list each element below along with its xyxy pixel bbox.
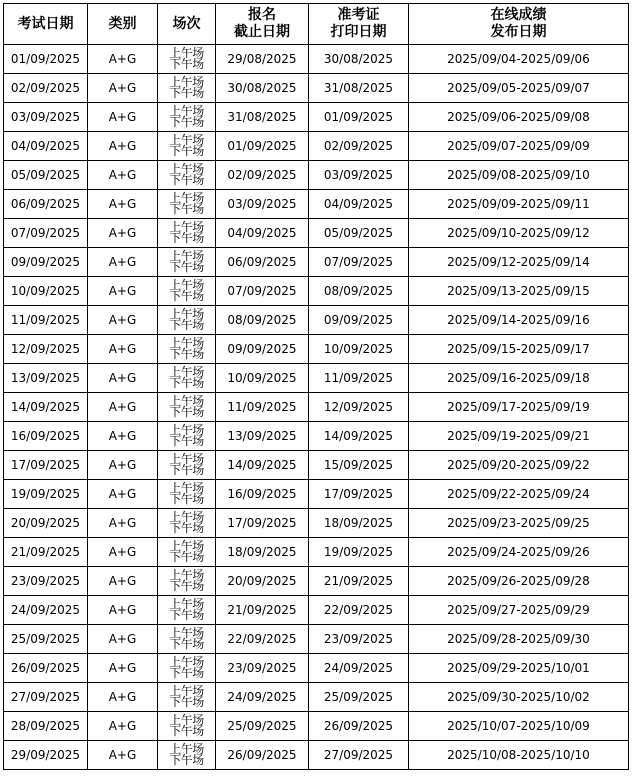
session-morning: 上午场 — [169, 220, 204, 234]
session-cell — [158, 538, 216, 567]
table-row — [4, 625, 629, 654]
session-morning: 上午场 — [169, 684, 204, 698]
session-cell — [158, 161, 216, 190]
table-row — [4, 306, 629, 335]
registration-deadline-cell: 18/09/2025 — [216, 538, 309, 567]
registration-deadline-cell: 08/09/2025 — [216, 306, 309, 335]
session-cell — [158, 451, 216, 480]
session-cell — [158, 741, 216, 770]
registration-deadline-cell: 31/08/2025 — [216, 103, 309, 132]
table-row — [4, 103, 629, 132]
results-release-cell: 2025/09/16-2025/09/18 — [409, 364, 629, 393]
exam-date-cell: 14/09/2025 — [4, 393, 88, 422]
table-row — [4, 422, 629, 451]
registration-deadline-cell: 06/09/2025 — [216, 248, 309, 277]
table-row — [4, 132, 629, 161]
results-release-cell: 2025/09/19-2025/09/21 — [409, 422, 629, 451]
session-morning: 上午场 — [169, 75, 204, 89]
results-release-cell: 2025/09/12-2025/09/14 — [409, 248, 629, 277]
exam-date-cell: 27/09/2025 — [4, 683, 88, 712]
admission-print-date-cell: 22/09/2025 — [309, 596, 409, 625]
session-afternoon: 下午场 — [169, 463, 204, 477]
session-afternoon: 下午场 — [169, 260, 204, 274]
results-release-cell: 2025/09/30-2025/10/02 — [409, 683, 629, 712]
exam-date-cell: 04/09/2025 — [4, 132, 88, 161]
header-registration-deadline-line2: 截止日期 — [234, 24, 290, 40]
exam-date-cell: 26/09/2025 — [4, 654, 88, 683]
exam-date-cell: 05/09/2025 — [4, 161, 88, 190]
table-row — [4, 190, 629, 219]
registration-deadline-cell: 22/09/2025 — [216, 625, 309, 654]
admission-print-date-cell: 21/09/2025 — [309, 567, 409, 596]
results-release-cell: 2025/09/08-2025/09/10 — [409, 161, 629, 190]
table-row — [4, 509, 629, 538]
admission-print-date-cell: 01/09/2025 — [309, 103, 409, 132]
exam-date-cell: 19/09/2025 — [4, 480, 88, 509]
category-cell: A+G — [88, 364, 158, 393]
exam-date-cell: 13/09/2025 — [4, 364, 88, 393]
table-row — [4, 393, 629, 422]
header-row — [4, 4, 629, 45]
exam-date-cell: 25/09/2025 — [4, 625, 88, 654]
session-morning: 上午场 — [169, 597, 204, 611]
registration-deadline-cell: 09/09/2025 — [216, 335, 309, 364]
table-row — [4, 451, 629, 480]
session-cell — [158, 277, 216, 306]
registration-deadline-cell: 07/09/2025 — [216, 277, 309, 306]
session-cell — [158, 480, 216, 509]
admission-print-date-cell: 30/08/2025 — [309, 45, 409, 74]
admission-print-date-cell: 02/09/2025 — [309, 132, 409, 161]
session-afternoon: 下午场 — [169, 695, 204, 709]
results-release-cell: 2025/09/23-2025/09/25 — [409, 509, 629, 538]
session-afternoon: 下午场 — [169, 289, 204, 303]
results-release-cell: 2025/09/28-2025/09/30 — [409, 625, 629, 654]
registration-deadline-cell: 17/09/2025 — [216, 509, 309, 538]
session-morning: 上午场 — [169, 162, 204, 176]
category-cell: A+G — [88, 625, 158, 654]
session-morning: 上午场 — [169, 568, 204, 582]
results-release-cell: 2025/09/13-2025/09/15 — [409, 277, 629, 306]
admission-print-date-cell: 14/09/2025 — [309, 422, 409, 451]
session-afternoon: 下午场 — [169, 521, 204, 535]
session-morning: 上午场 — [169, 336, 204, 350]
session-morning: 上午场 — [169, 510, 204, 524]
exam-date-cell: 10/09/2025 — [4, 277, 88, 306]
category-cell: A+G — [88, 509, 158, 538]
registration-deadline-cell: 26/09/2025 — [216, 741, 309, 770]
session-morning: 上午场 — [169, 655, 204, 669]
admission-print-date-cell: 09/09/2025 — [309, 306, 409, 335]
results-release-cell: 2025/09/09-2025/09/11 — [409, 190, 629, 219]
results-release-cell: 2025/09/14-2025/09/16 — [409, 306, 629, 335]
registration-deadline-cell: 03/09/2025 — [216, 190, 309, 219]
registration-deadline-cell: 01/09/2025 — [216, 132, 309, 161]
exam-date-cell: 28/09/2025 — [4, 712, 88, 741]
session-afternoon: 下午场 — [169, 637, 204, 651]
registration-deadline-cell: 13/09/2025 — [216, 422, 309, 451]
table-row — [4, 654, 629, 683]
session-afternoon: 下午场 — [169, 173, 204, 187]
session-afternoon: 下午场 — [169, 405, 204, 419]
session-afternoon: 下午场 — [169, 202, 204, 216]
category-cell: A+G — [88, 567, 158, 596]
session-cell — [158, 219, 216, 248]
session-morning: 上午场 — [169, 452, 204, 466]
exam-date-cell: 07/09/2025 — [4, 219, 88, 248]
admission-print-date-cell: 27/09/2025 — [309, 741, 409, 770]
session-morning: 上午场 — [169, 626, 204, 640]
table-row — [4, 741, 629, 770]
session-cell — [158, 103, 216, 132]
registration-deadline-cell: 21/09/2025 — [216, 596, 309, 625]
session-cell — [158, 74, 216, 103]
session-cell — [158, 393, 216, 422]
admission-print-date-cell: 08/09/2025 — [309, 277, 409, 306]
admission-print-date-cell: 18/09/2025 — [309, 509, 409, 538]
session-morning: 上午场 — [169, 365, 204, 379]
table-row — [4, 538, 629, 567]
results-release-cell: 2025/09/05-2025/09/07 — [409, 74, 629, 103]
results-release-cell: 2025/09/22-2025/09/24 — [409, 480, 629, 509]
session-cell — [158, 190, 216, 219]
admission-print-date-cell: 05/09/2025 — [309, 219, 409, 248]
session-afternoon: 下午场 — [169, 144, 204, 158]
results-release-cell: 2025/09/24-2025/09/26 — [409, 538, 629, 567]
session-afternoon: 下午场 — [169, 550, 204, 564]
admission-print-date-cell: 11/09/2025 — [309, 364, 409, 393]
table-row — [4, 596, 629, 625]
results-release-cell: 2025/09/26-2025/09/28 — [409, 567, 629, 596]
exam-date-cell: 06/09/2025 — [4, 190, 88, 219]
category-cell: A+G — [88, 103, 158, 132]
session-afternoon: 下午场 — [169, 86, 204, 100]
results-release-cell: 2025/09/04-2025/09/06 — [409, 45, 629, 74]
category-cell: A+G — [88, 45, 158, 74]
table-row — [4, 480, 629, 509]
session-cell — [158, 364, 216, 393]
session-afternoon: 下午场 — [169, 57, 204, 71]
session-morning: 上午场 — [169, 394, 204, 408]
category-cell: A+G — [88, 306, 158, 335]
results-release-cell: 2025/09/06-2025/09/08 — [409, 103, 629, 132]
admission-print-date-cell: 31/08/2025 — [309, 74, 409, 103]
session-afternoon: 下午场 — [169, 579, 204, 593]
session-morning: 上午场 — [169, 481, 204, 495]
registration-deadline-cell: 14/09/2025 — [216, 451, 309, 480]
category-cell: A+G — [88, 335, 158, 364]
category-cell: A+G — [88, 683, 158, 712]
header-registration-deadline — [216, 4, 309, 45]
header-admission-ticket-line2: 打印日期 — [330, 24, 387, 40]
session-cell — [158, 712, 216, 741]
session-afternoon: 下午场 — [169, 318, 204, 332]
registration-deadline-cell: 11/09/2025 — [216, 393, 309, 422]
category-cell: A+G — [88, 393, 158, 422]
session-afternoon: 下午场 — [169, 608, 204, 622]
session-afternoon: 下午场 — [169, 434, 204, 448]
table-row — [4, 45, 629, 74]
exam-date-cell: 01/09/2025 — [4, 45, 88, 74]
registration-deadline-cell: 16/09/2025 — [216, 480, 309, 509]
session-cell — [158, 335, 216, 364]
table-row — [4, 74, 629, 103]
exam-date-cell: 20/09/2025 — [4, 509, 88, 538]
session-afternoon: 下午场 — [169, 115, 204, 129]
registration-deadline-cell: 23/09/2025 — [216, 654, 309, 683]
session-afternoon: 下午场 — [169, 376, 204, 390]
table-row — [4, 335, 629, 364]
registration-deadline-cell: 02/09/2025 — [216, 161, 309, 190]
admission-print-date-cell: 12/09/2025 — [309, 393, 409, 422]
schedule-rows — [4, 45, 629, 770]
session-afternoon: 下午场 — [169, 666, 204, 680]
admission-print-date-cell: 26/09/2025 — [309, 712, 409, 741]
session-cell — [158, 567, 216, 596]
registration-deadline-cell: 04/09/2025 — [216, 219, 309, 248]
category-cell: A+G — [88, 596, 158, 625]
session-morning: 上午场 — [169, 307, 204, 321]
header-results-release-line1: 在线成绩 — [490, 7, 547, 23]
category-cell: A+G — [88, 654, 158, 683]
session-cell — [158, 683, 216, 712]
exam-date-cell: 29/09/2025 — [4, 741, 88, 770]
session-morning: 上午场 — [169, 423, 204, 437]
session-cell — [158, 45, 216, 74]
table-row — [4, 683, 629, 712]
results-release-cell: 2025/09/07-2025/09/09 — [409, 132, 629, 161]
admission-print-date-cell: 15/09/2025 — [309, 451, 409, 480]
session-cell — [158, 132, 216, 161]
admission-print-date-cell: 07/09/2025 — [309, 248, 409, 277]
session-morning: 上午场 — [169, 742, 204, 756]
registration-deadline-cell: 24/09/2025 — [216, 683, 309, 712]
header-results-release-line2: 发布日期 — [490, 24, 547, 40]
session-morning: 上午场 — [169, 133, 204, 147]
header-session: 场次 — [158, 4, 216, 45]
results-release-cell: 2025/09/10-2025/09/12 — [409, 219, 629, 248]
header-exam-date: 考试日期 — [4, 4, 88, 45]
session-morning: 上午场 — [169, 249, 204, 263]
session-afternoon: 下午场 — [169, 492, 204, 506]
registration-deadline-cell: 30/08/2025 — [216, 74, 309, 103]
exam-date-cell: 16/09/2025 — [4, 422, 88, 451]
session-cell — [158, 248, 216, 277]
admission-print-date-cell: 25/09/2025 — [309, 683, 409, 712]
header-admission-ticket-line1: 准考证 — [337, 7, 380, 23]
session-cell — [158, 625, 216, 654]
results-release-cell: 2025/09/29-2025/10/01 — [409, 654, 629, 683]
table-row — [4, 248, 629, 277]
exam-date-cell: 12/09/2025 — [4, 335, 88, 364]
session-morning: 上午场 — [169, 278, 204, 292]
exam-schedule-table — [3, 3, 629, 770]
table-row — [4, 712, 629, 741]
session-morning: 上午场 — [169, 713, 204, 727]
results-release-cell: 2025/09/15-2025/09/17 — [409, 335, 629, 364]
admission-print-date-cell: 24/09/2025 — [309, 654, 409, 683]
registration-deadline-cell: 20/09/2025 — [216, 567, 309, 596]
exam-date-cell: 17/09/2025 — [4, 451, 88, 480]
exam-schedule — [3, 3, 629, 770]
registration-deadline-cell: 29/08/2025 — [216, 45, 309, 74]
category-cell: A+G — [88, 219, 158, 248]
session-cell — [158, 654, 216, 683]
category-cell: A+G — [88, 277, 158, 306]
results-release-cell: 2025/09/20-2025/09/22 — [409, 451, 629, 480]
category-cell: A+G — [88, 538, 158, 567]
session-afternoon: 下午场 — [169, 753, 204, 767]
table-row — [4, 567, 629, 596]
category-cell: A+G — [88, 741, 158, 770]
exam-date-cell: 24/09/2025 — [4, 596, 88, 625]
table-row — [4, 364, 629, 393]
admission-print-date-cell: 03/09/2025 — [309, 161, 409, 190]
admission-print-date-cell: 04/09/2025 — [309, 190, 409, 219]
category-cell: A+G — [88, 248, 158, 277]
registration-deadline-cell: 10/09/2025 — [216, 364, 309, 393]
results-release-cell: 2025/10/07-2025/10/09 — [409, 712, 629, 741]
session-cell — [158, 422, 216, 451]
exam-date-cell: 03/09/2025 — [4, 103, 88, 132]
registration-deadline-cell: 25/09/2025 — [216, 712, 309, 741]
session-cell — [158, 306, 216, 335]
session-afternoon: 下午场 — [169, 724, 204, 738]
table-row — [4, 219, 629, 248]
header-category: 类别 — [88, 4, 158, 45]
admission-print-date-cell: 23/09/2025 — [309, 625, 409, 654]
category-cell: A+G — [88, 132, 158, 161]
category-cell: A+G — [88, 190, 158, 219]
admission-print-date-cell: 10/09/2025 — [309, 335, 409, 364]
header-admission-ticket — [309, 4, 409, 45]
category-cell: A+G — [88, 74, 158, 103]
category-cell: A+G — [88, 422, 158, 451]
table-row — [4, 161, 629, 190]
session-cell — [158, 596, 216, 625]
results-release-cell: 2025/09/27-2025/09/29 — [409, 596, 629, 625]
header-results-release — [409, 4, 629, 45]
session-cell — [158, 509, 216, 538]
admission-print-date-cell: 19/09/2025 — [309, 538, 409, 567]
session-afternoon: 下午场 — [169, 231, 204, 245]
table-row — [4, 277, 629, 306]
exam-date-cell: 09/09/2025 — [4, 248, 88, 277]
results-release-cell: 2025/10/08-2025/10/10 — [409, 741, 629, 770]
results-release-cell: 2025/09/17-2025/09/19 — [409, 393, 629, 422]
exam-date-cell: 21/09/2025 — [4, 538, 88, 567]
category-cell: A+G — [88, 712, 158, 741]
exam-date-cell: 11/09/2025 — [4, 306, 88, 335]
session-morning: 上午场 — [169, 539, 204, 553]
exam-date-cell: 23/09/2025 — [4, 567, 88, 596]
category-cell: A+G — [88, 161, 158, 190]
admission-print-date-cell: 17/09/2025 — [309, 480, 409, 509]
exam-date-cell: 02/09/2025 — [4, 74, 88, 103]
session-afternoon: 下午场 — [169, 347, 204, 361]
session-morning: 上午场 — [169, 104, 204, 118]
category-cell: A+G — [88, 451, 158, 480]
category-cell: A+G — [88, 480, 158, 509]
session-morning: 上午场 — [169, 46, 204, 60]
header-registration-deadline-line1: 报名 — [248, 7, 276, 23]
session-morning: 上午场 — [169, 191, 204, 205]
